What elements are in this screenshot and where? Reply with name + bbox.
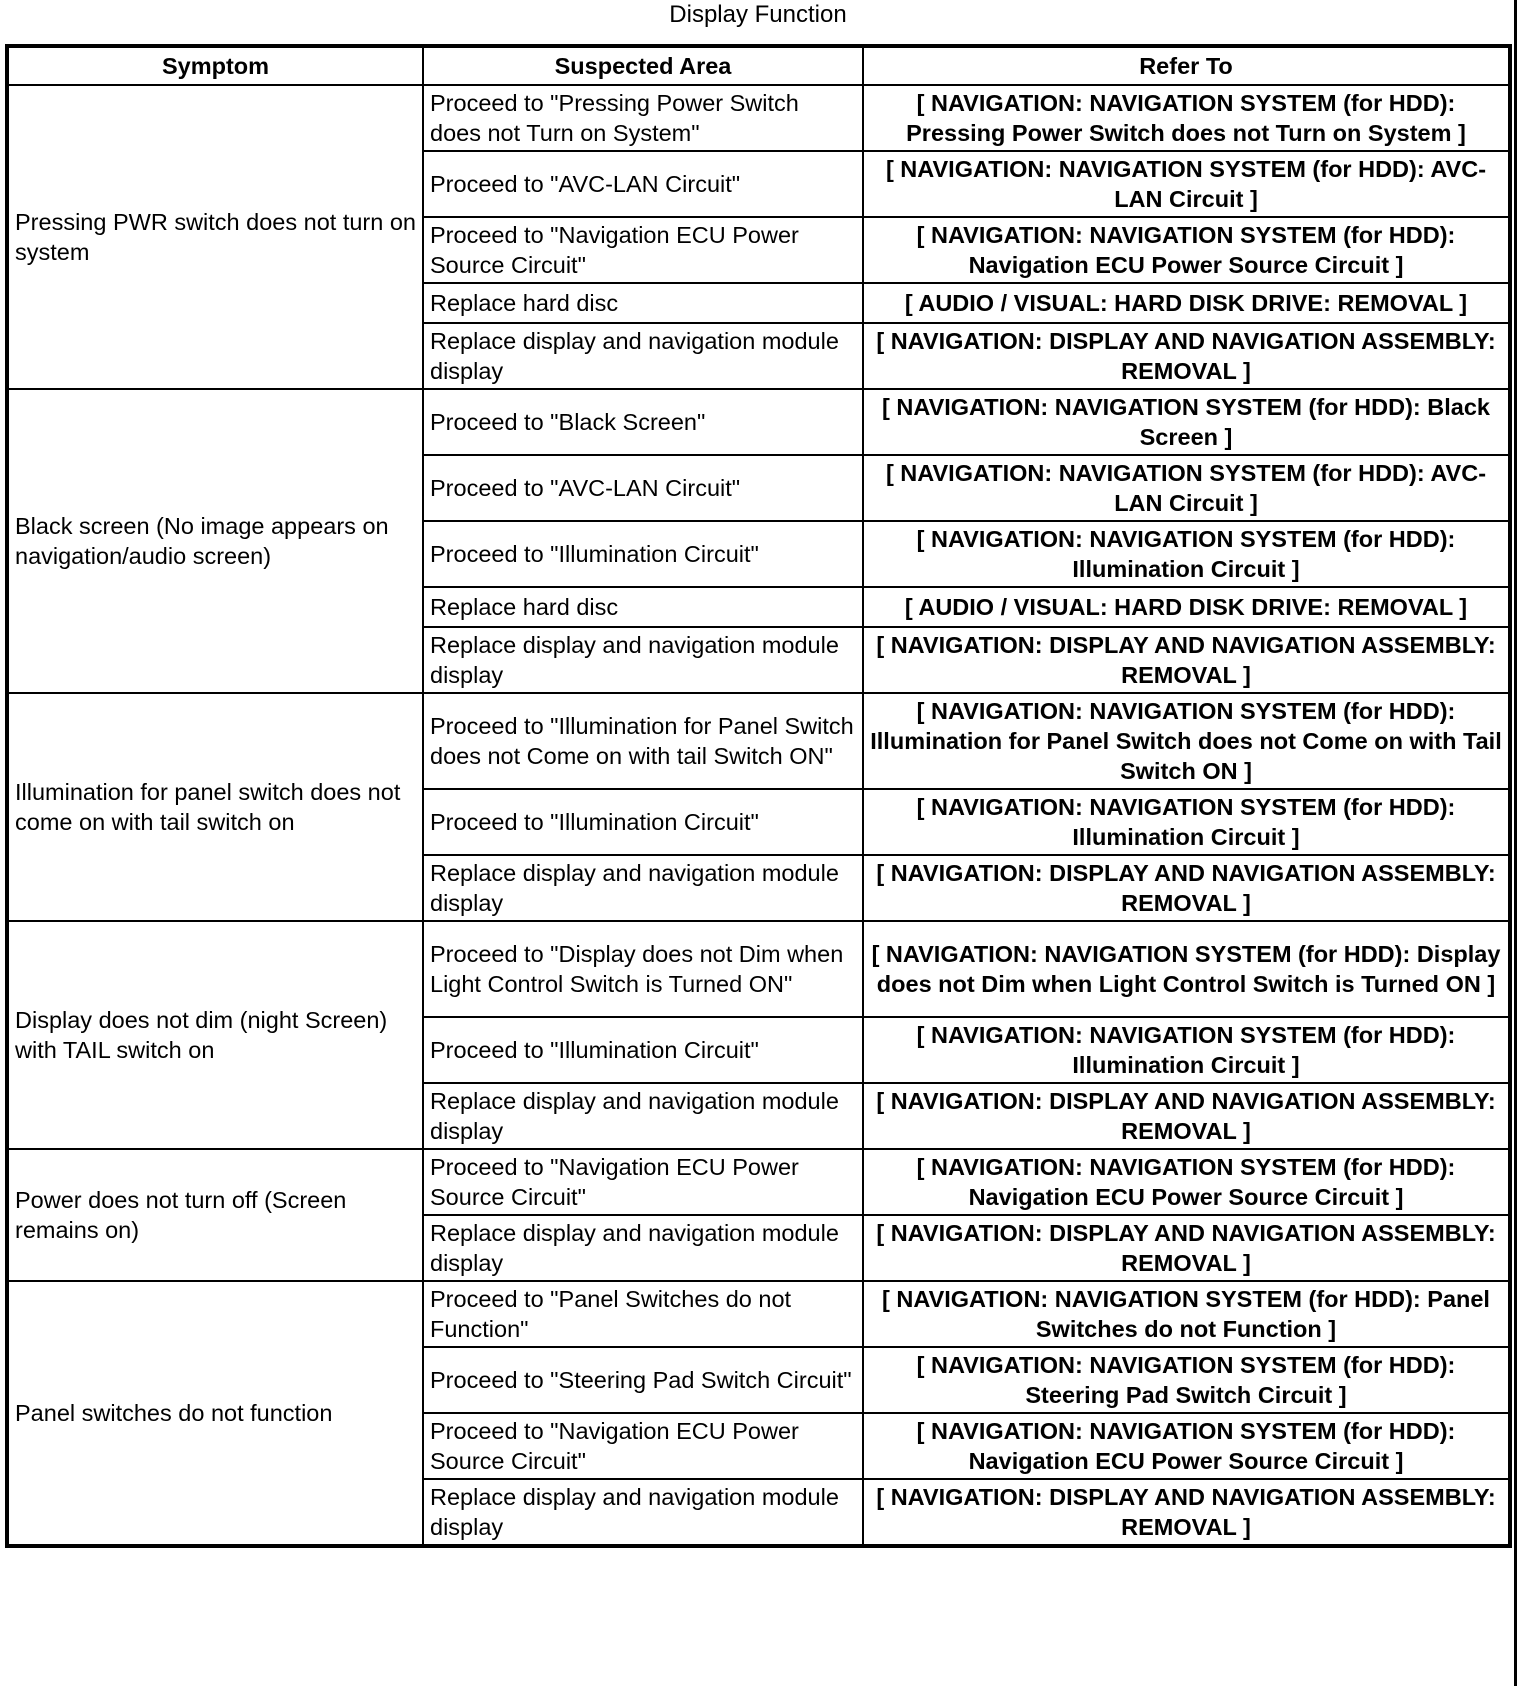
suspected-area-cell: Proceed to "Black Screen" bbox=[423, 389, 863, 455]
refer-to-link[interactable]: [ NAVIGATION: NAVIGATION SYSTEM (for HDD): AVC-LAN Circuit ] bbox=[863, 151, 1510, 217]
suspected-area-cell: Replace display and navigation module display bbox=[423, 1479, 863, 1546]
suspected-area-cell: Proceed to "Illumination Circuit" bbox=[423, 789, 863, 855]
symptom-cell: Display does not dim (night Screen) with TAIL switch on bbox=[7, 921, 423, 1149]
refer-to-link[interactable]: [ NAVIGATION: DISPLAY AND NAVIGATION ASSEMBLY: REMOVAL ] bbox=[863, 1479, 1510, 1546]
suspected-area-cell: Proceed to "AVC-LAN Circuit" bbox=[423, 455, 863, 521]
suspected-area-cell: Replace display and navigation module display bbox=[423, 323, 863, 389]
refer-to-link[interactable]: [ AUDIO / VISUAL: HARD DISK DRIVE: REMOVAL ] bbox=[863, 587, 1510, 627]
refer-to-link[interactable]: [ NAVIGATION: DISPLAY AND NAVIGATION ASSEMBLY: REMOVAL ] bbox=[863, 627, 1510, 693]
refer-to-link[interactable]: [ NAVIGATION: NAVIGATION SYSTEM (for HDD): Illumination Circuit ] bbox=[863, 1017, 1510, 1083]
table-row bbox=[7, 1281, 1510, 1347]
symptom-cell: Pressing PWR switch does not turn on system bbox=[7, 85, 423, 389]
refer-to-link[interactable]: [ NAVIGATION: NAVIGATION SYSTEM (for HDD): Illumination for Panel Switch does not Come on with Tail Switch ON ] bbox=[863, 693, 1510, 789]
header-symptom: Symptom bbox=[7, 46, 423, 85]
suspected-area-cell: Replace display and navigation module display bbox=[423, 1083, 863, 1149]
suspected-area-cell: Proceed to "Illumination for Panel Switch does not Come on with tail Switch ON" bbox=[423, 693, 863, 789]
refer-to-link[interactable]: [ NAVIGATION: NAVIGATION SYSTEM (for HDD): Display does not Dim when Light Control Switch is Turned ON ] bbox=[863, 921, 1510, 1017]
suspected-area-cell: Replace display and navigation module display bbox=[423, 855, 863, 921]
symptom-table bbox=[5, 44, 1512, 1548]
suspected-area-cell: Proceed to "AVC-LAN Circuit" bbox=[423, 151, 863, 217]
suspected-area-cell: Proceed to "Navigation ECU Power Source Circuit" bbox=[423, 1413, 863, 1479]
table-caption: Display Function bbox=[669, 1, 847, 28]
refer-to-link[interactable]: [ AUDIO / VISUAL: HARD DISK DRIVE: REMOVAL ] bbox=[863, 283, 1510, 323]
refer-to-link[interactable]: [ NAVIGATION: DISPLAY AND NAVIGATION ASSEMBLY: REMOVAL ] bbox=[863, 323, 1510, 389]
header-row bbox=[7, 46, 1510, 85]
suspected-area-cell: Proceed to "Illumination Circuit" bbox=[423, 1017, 863, 1083]
refer-to-link[interactable]: [ NAVIGATION: NAVIGATION SYSTEM (for HDD): Illumination Circuit ] bbox=[863, 789, 1510, 855]
suspected-area-cell: Proceed to "Steering Pad Switch Circuit" bbox=[423, 1347, 863, 1413]
symptom-cell: Panel switches do not function bbox=[7, 1281, 423, 1546]
suspected-area-cell: Proceed to "Navigation ECU Power Source Circuit" bbox=[423, 1149, 863, 1215]
refer-to-link[interactable]: [ NAVIGATION: NAVIGATION SYSTEM (for HDD): Pressing Power Switch does not Turn on System ] bbox=[863, 85, 1510, 151]
suspected-area-cell: Replace hard disc bbox=[423, 283, 863, 323]
refer-to-link[interactable]: [ NAVIGATION: DISPLAY AND NAVIGATION ASSEMBLY: REMOVAL ] bbox=[863, 1215, 1510, 1281]
suspected-area-cell: Proceed to "Navigation ECU Power Source Circuit" bbox=[423, 217, 863, 283]
header-refer-to: Refer To bbox=[863, 46, 1510, 85]
refer-to-link[interactable]: [ NAVIGATION: NAVIGATION SYSTEM (for HDD): Navigation ECU Power Source Circuit ] bbox=[863, 1149, 1510, 1215]
refer-to-link[interactable]: [ NAVIGATION: NAVIGATION SYSTEM (for HDD): Black Screen ] bbox=[863, 389, 1510, 455]
header-suspected-area: Suspected Area bbox=[423, 46, 863, 85]
symptom-cell: Illumination for panel switch does not come on with tail switch on bbox=[7, 693, 423, 921]
suspected-area-cell: Replace display and navigation module display bbox=[423, 1215, 863, 1281]
symptom-cell: Power does not turn off (Screen remains on) bbox=[7, 1149, 423, 1281]
refer-to-link[interactable]: [ NAVIGATION: NAVIGATION SYSTEM (for HDD): AVC-LAN Circuit ] bbox=[863, 455, 1510, 521]
refer-to-link[interactable]: [ NAVIGATION: NAVIGATION SYSTEM (for HDD): Steering Pad Switch Circuit ] bbox=[863, 1347, 1510, 1413]
page-edge-rule bbox=[1514, 0, 1517, 1686]
table-row bbox=[7, 1149, 1510, 1215]
table-row bbox=[7, 389, 1510, 455]
table-row bbox=[7, 693, 1510, 789]
suspected-area-cell: Proceed to "Illumination Circuit" bbox=[423, 521, 863, 587]
refer-to-link[interactable]: [ NAVIGATION: NAVIGATION SYSTEM (for HDD): Navigation ECU Power Source Circuit ] bbox=[863, 217, 1510, 283]
refer-to-link[interactable]: [ NAVIGATION: DISPLAY AND NAVIGATION ASSEMBLY: REMOVAL ] bbox=[863, 855, 1510, 921]
table-row bbox=[7, 921, 1510, 1017]
suspected-area-cell: Proceed to "Panel Switches do not Function" bbox=[423, 1281, 863, 1347]
table-row bbox=[7, 85, 1510, 151]
suspected-area-cell: Replace display and navigation module display bbox=[423, 627, 863, 693]
suspected-area-cell: Proceed to "Display does not Dim when Light Control Switch is Turned ON" bbox=[423, 921, 863, 1017]
symptom-cell: Black screen (No image appears on navigation/audio screen) bbox=[7, 389, 423, 693]
refer-to-link[interactable]: [ NAVIGATION: DISPLAY AND NAVIGATION ASSEMBLY: REMOVAL ] bbox=[863, 1083, 1510, 1149]
suspected-area-cell: Proceed to "Pressing Power Switch does not Turn on System" bbox=[423, 85, 863, 151]
suspected-area-cell: Replace hard disc bbox=[423, 587, 863, 627]
refer-to-link[interactable]: [ NAVIGATION: NAVIGATION SYSTEM (for HDD): Navigation ECU Power Source Circuit ] bbox=[863, 1413, 1510, 1479]
refer-to-link[interactable]: [ NAVIGATION: NAVIGATION SYSTEM (for HDD): Illumination Circuit ] bbox=[863, 521, 1510, 587]
refer-to-link[interactable]: [ NAVIGATION: NAVIGATION SYSTEM (for HDD): Panel Switches do not Function ] bbox=[863, 1281, 1510, 1347]
